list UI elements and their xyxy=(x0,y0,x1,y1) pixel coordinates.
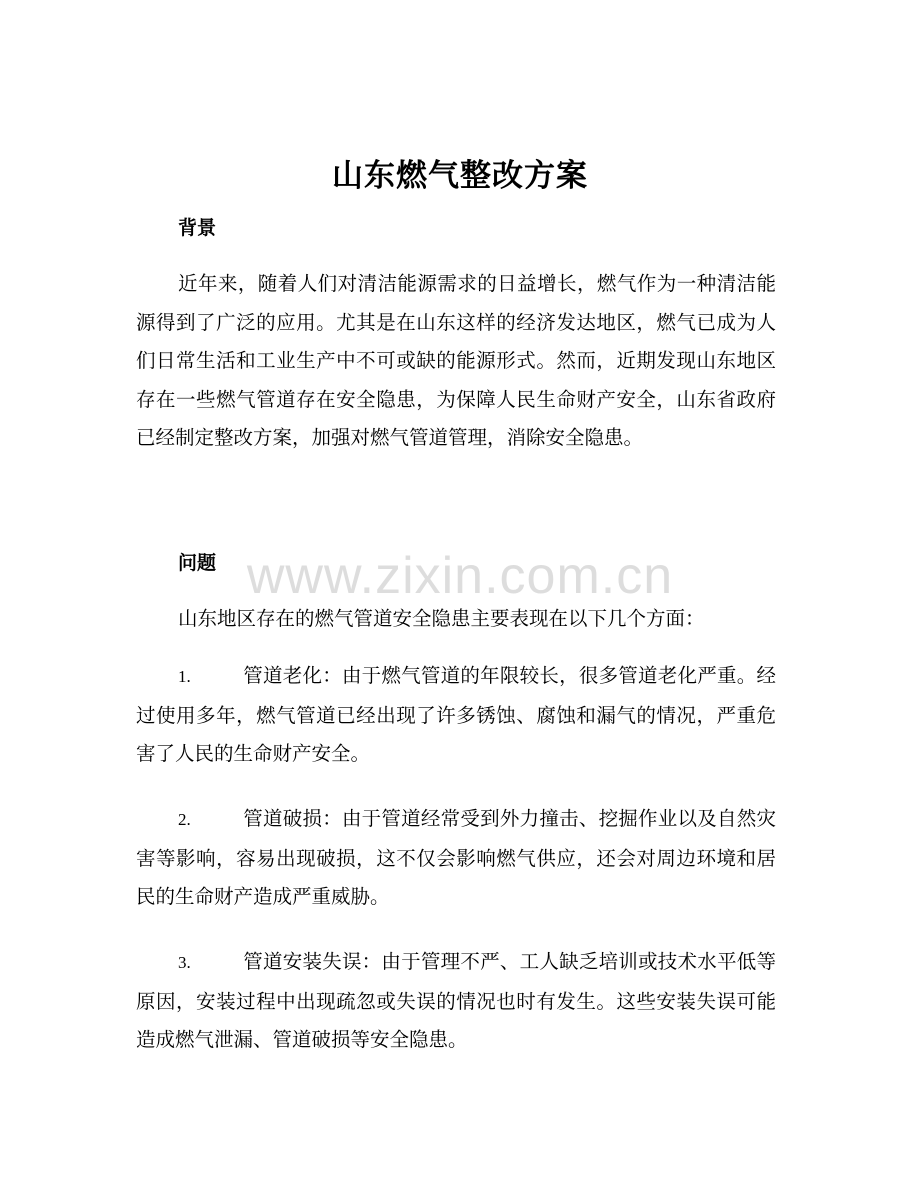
list-item xyxy=(136,800,776,917)
list-item-text: 管道安装失误：由于管理不严、工人缺乏培训或技术水平低等原因，安装过程中出现疏忽或失误的情况也时有发生。这些安装失误可能造成燃气泄漏、管道破损等安全隐患。 xyxy=(136,950,776,1052)
section-heading-problems: 问题 xyxy=(178,552,217,574)
section-heading-background: 背景 xyxy=(178,217,217,239)
list-item xyxy=(136,657,776,774)
list-item xyxy=(136,943,776,1060)
background-paragraph: 近年来，随着人们对清洁能源需求的日益增长，燃气作为一种清洁能源得到了广泛的应用。尤其是在山东这样的经济发达地区，燃气已成为人们日常生活和工业生产中不可或缺的能源形式。然而，近期发现山东地区存在一些燃气管道存在安全隐患，为保障人民生命财产安全，山东省政府已经制定整改方案，加强对燃气管道管理，消除安全隐患。 xyxy=(136,272,776,450)
watermark: www.zixin.com.cn xyxy=(246,547,674,605)
list-item-number: 2. xyxy=(178,810,191,829)
problems-intro: 山东地区存在的燃气管道安全隐患主要表现在以下几个方面： xyxy=(178,607,705,630)
list-item-number: 1. xyxy=(178,667,191,686)
list-item-number: 3. xyxy=(178,953,191,972)
list-item-text: 管道破损：由于管道经常受到外力撞击、挖掘作业以及自然灾害等影响，容易出现破损，这不仅会影响燃气供应，还会对周边环境和居民的生命财产造成严重威胁。 xyxy=(136,807,776,909)
document-title: 山东燃气整改方案 xyxy=(332,158,588,194)
list-item-text: 管道老化：由于燃气管道的年限较长，很多管道老化严重。经过使用多年，燃气管道已经出现了许多锈蚀、腐蚀和漏气的情况，严重危害了人民的生命财产安全。 xyxy=(136,664,776,766)
